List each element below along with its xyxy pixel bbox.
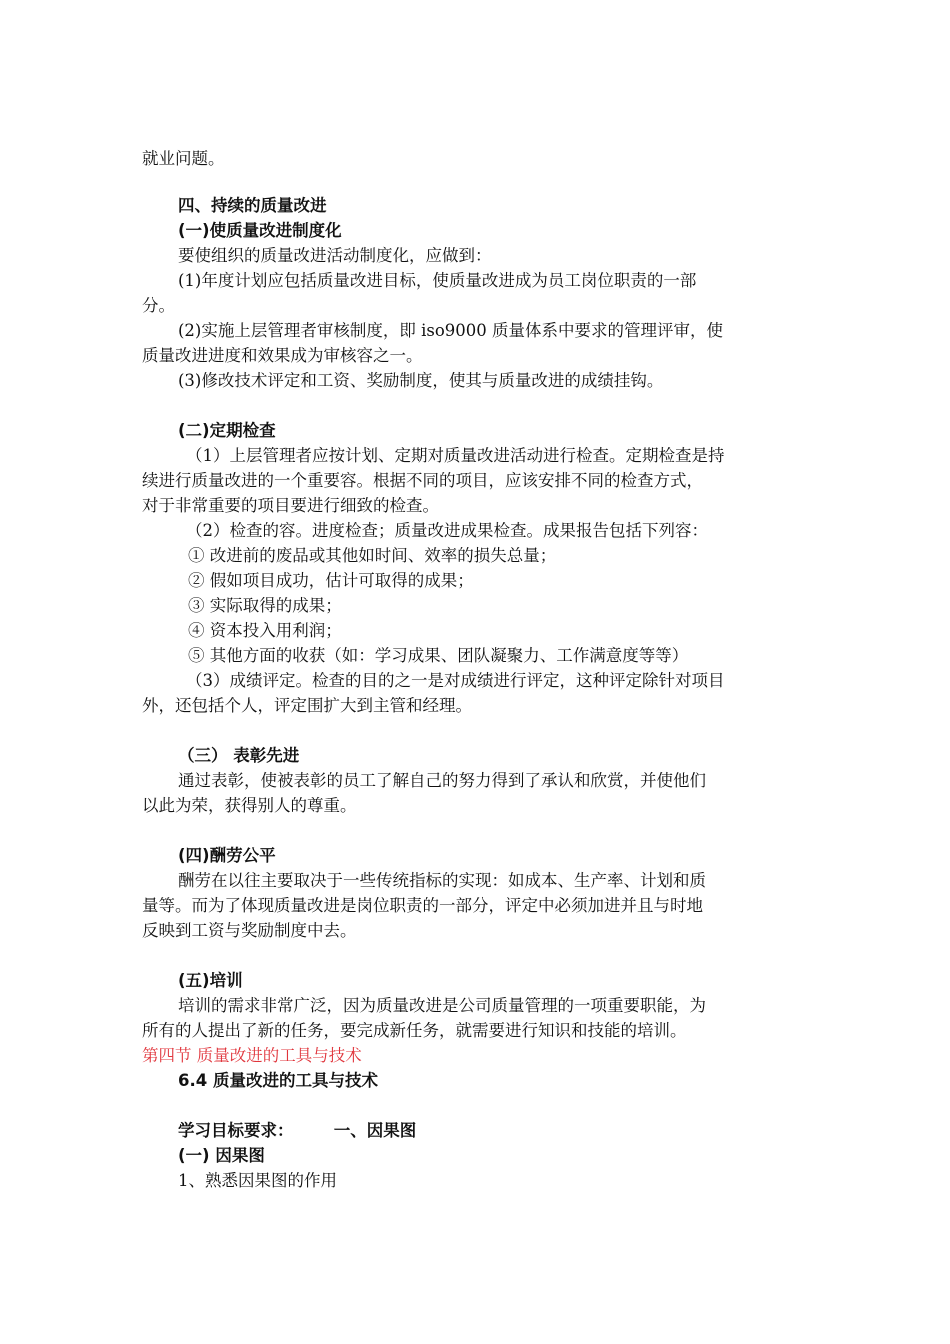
subsection-heading: (一)使质量改进制度化: [178, 221, 342, 240]
paragraph-continued: 量等。而为了体现质量改进是岗位职责的一部分，评定中必须加进并且与时地: [142, 896, 703, 915]
paragraph-continued: 所有的人提出了新的任务，要完成新任务，就需要进行知识和技能的培训。: [142, 1021, 687, 1040]
learning-goals-heading: 学习目标要求： 一、因果图: [178, 1121, 417, 1140]
subsection-heading: (五)培训: [178, 971, 243, 990]
paragraph-continued: 反映到工资与奖励制度中去。: [142, 921, 357, 940]
paragraph-continued: 外，还包括个人，评定围扩大到主管和经理。: [142, 696, 472, 715]
subsection-heading: (二)定期检查: [178, 421, 276, 440]
paragraph-continued: 以此为荣，获得别人的尊重。: [142, 796, 357, 815]
paragraph-continued: 续进行质量改进的一个重要容。根据不同的项目，应该安排不同的检查方式，: [142, 471, 703, 490]
paragraph: 要使组织的质量改进活动制度化，应做到：: [178, 246, 492, 265]
list-item: (3)修改技术评定和工资、奖励制度，使其与质量改进的成绩挂钩。: [178, 371, 664, 390]
list-item: ⑤ 其他方面的收获（如：学习成果、团队凝聚力、工作满意度等等）: [188, 646, 689, 665]
section-title: 第四节 质量改进的工具与技术: [142, 1046, 362, 1065]
subsection-heading: （三） 表彰先进: [178, 746, 300, 765]
subsection-heading: (四)酬劳公平: [178, 846, 276, 865]
list-item: ② 假如项目成功，估计可取得的成果；: [188, 571, 474, 590]
paragraph: 酬劳在以往主要取决于一些传统指标的实现：如成本、生产率、计划和质: [178, 871, 706, 890]
paragraph: 培训的需求非常广泛，因为质量改进是公司质量管理的一项重要职能，为: [178, 996, 706, 1015]
subsection-heading: (一) 因果图: [178, 1146, 265, 1165]
paragraph: 通过表彰，使被表彰的员工了解自己的努力得到了承认和欣赏，并使他们: [178, 771, 706, 790]
list-item: ① 改进前的废品或其他如时间、效率的损失总量；: [188, 546, 557, 565]
list-item-continued: 质量改进进度和效果成为审核容之一。: [142, 346, 423, 365]
list-item: (1)年度计划应包括质量改进目标，使质量改进成为员工岗位职责的一部: [178, 271, 697, 290]
chapter-heading: 6.4 质量改进的工具与技术: [178, 1071, 378, 1090]
paragraph: （3）成绩评定。检查的目的之一是对成绩进行评定，这种评定除针对项目: [186, 671, 725, 690]
paragraph: （2）检查的容。进度检查；质量改进成果检查。成果报告包括下列容：: [186, 521, 708, 540]
document-body: [142, 146, 810, 1193]
list-item: 1、熟悉因果图的作用: [178, 1171, 337, 1190]
list-item: ④ 资本投入用利润；: [188, 621, 342, 640]
section-heading: 四、持续的质量改进: [178, 196, 327, 215]
paragraph-continued: 对于非常重要的项目要进行细致的检查。: [142, 496, 439, 515]
list-item: (2)实施上层管理者审核制度，即 iso9000 质量体系中要求的管理评审，使: [178, 321, 724, 340]
paragraph: 就业问题。: [142, 149, 225, 168]
list-item-continued: 分。: [142, 296, 175, 315]
paragraph: （1）上层管理者应按计划、定期对质量改进活动进行检查。定期检查是持: [186, 446, 725, 465]
list-item: ③ 实际取得的成果；: [188, 596, 342, 615]
